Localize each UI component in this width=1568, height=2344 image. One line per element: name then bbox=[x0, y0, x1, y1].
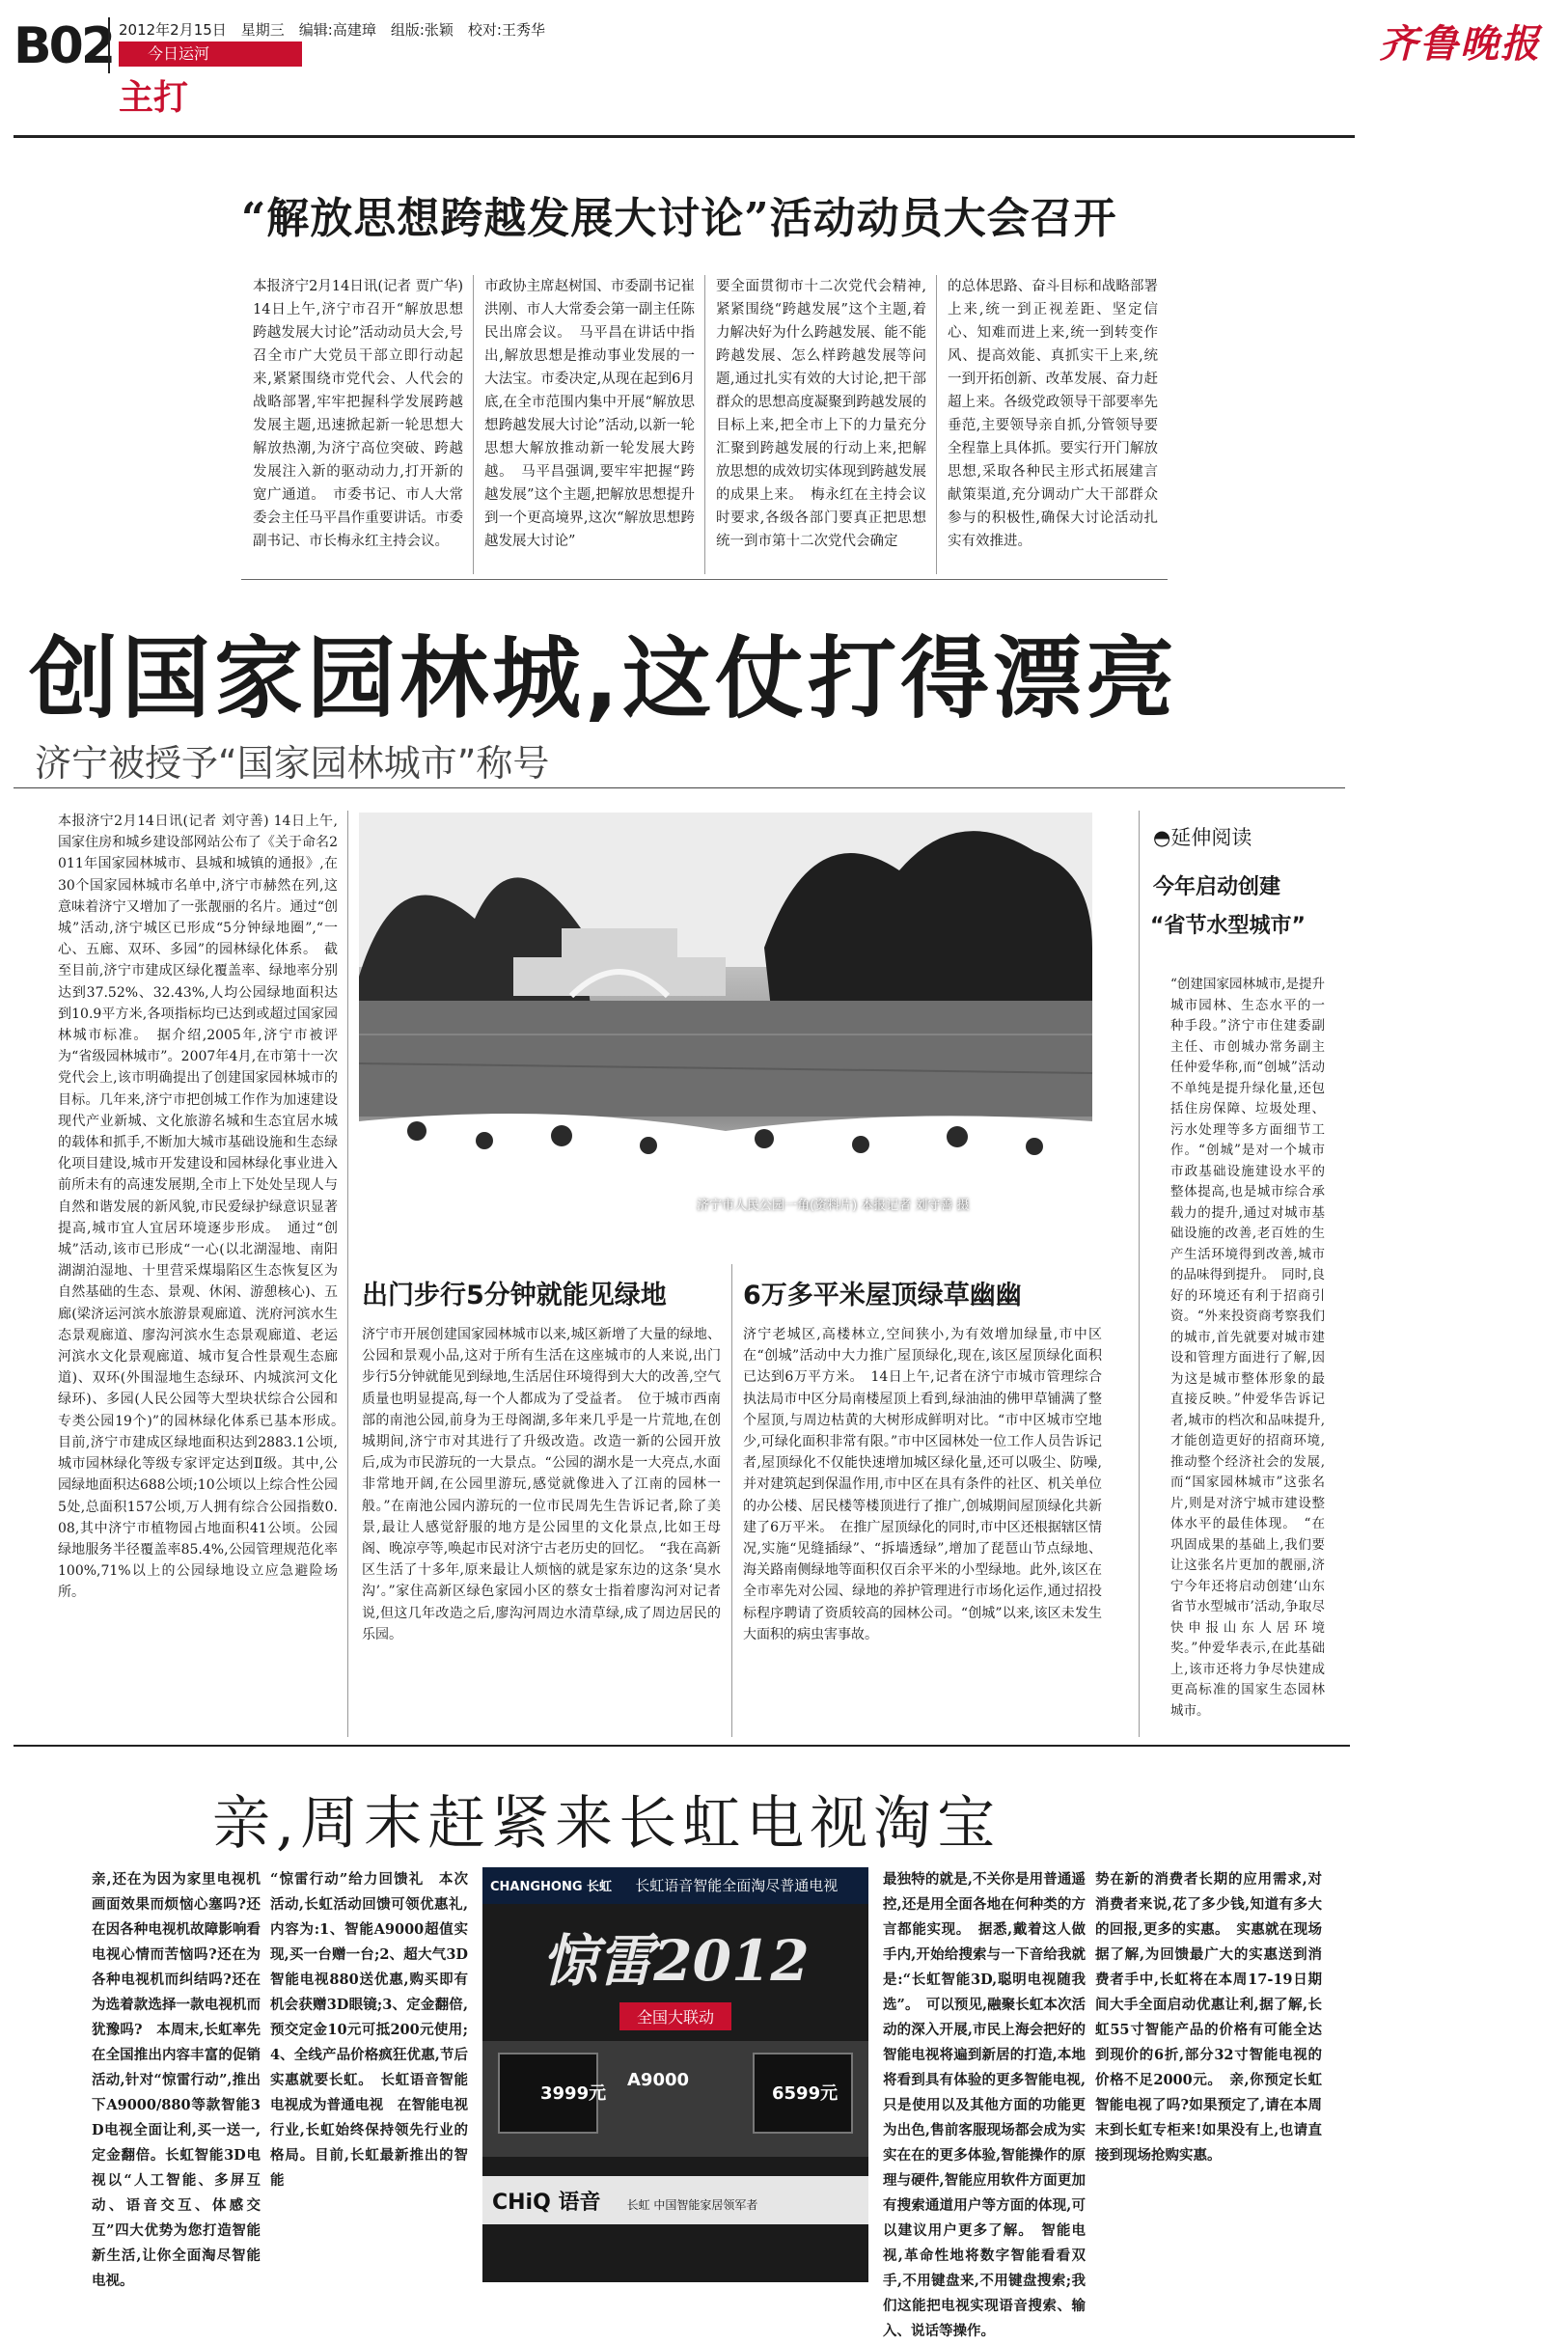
page-meta: 2012年2月15日 星期三 编辑:高建璋 组版:张颖 校对:王秀华 bbox=[119, 21, 545, 39]
ad-column: 亲,还在为因为家里电视机画面效果而烦恼心塞吗?还在因各种电视机故障影响看电视心情而苦恼吗?还在为各种电视机而纠结吗?还在为选着款选择一款电视机而犹豫吗? 本周末,长虹率先在全国推出内容丰富的促销活动,针对“惊雷行动”,推出下A9000/880等款智能3D电视全面让利,买一送一,定金翻倍。长虹智能3D电视以“人工智能、多屏互动、语音交互、体感交互”四大优势为您打造智能新生活,让你全面淘尽智能电视。 bbox=[92, 1871, 261, 2289]
masthead-logo: 齐鲁晚报 bbox=[1379, 21, 1541, 67]
photo-caption: 济宁市人民公园一角(资料片) 本报记者 刘守善 摄 bbox=[697, 1199, 970, 1213]
top-article-headline: “解放思想跨越发展大讨论”活动动员大会召开 bbox=[241, 194, 1117, 243]
top-article-rule bbox=[241, 579, 1168, 580]
banner-header bbox=[482, 1867, 868, 1904]
column-rule bbox=[347, 811, 348, 1737]
sidebar-title: 今年启动创建 bbox=[1153, 875, 1281, 899]
main-headline: 创国家园林城,这仗打得漂亮 bbox=[29, 627, 1178, 731]
header-divider bbox=[108, 17, 110, 73]
page-number: B02 bbox=[14, 17, 113, 75]
top-article-column: 本报济宁2月14日讯(记者 贾广华) 14日上午,济宁市召开“解放思想跨越发展大讨论”活动动员大会,号召全市广大党员干部立即行动起来,紧紧围绕市党代会、人代会的战略部署,牢牢把握科学发展跨越发展主题,迅速掀起新一轮思想大解放热潮,为济宁高位突破、跨越发展注入新的驱动动力,打开新的宽广通道。 市委书记、市人大常委会主任马平昌作重要讲话。市委副书记、市长梅永红主持会议。 bbox=[253, 279, 463, 549]
sidebar-rule bbox=[1139, 811, 1140, 1737]
banner-products bbox=[482, 2041, 868, 2157]
section-a-heading: 出门步行5分钟就能见绿地 bbox=[362, 1281, 667, 1310]
ad-rule bbox=[14, 1745, 1350, 1747]
sidebar-label: ◓延伸阅读 bbox=[1153, 826, 1252, 849]
top-article-column: 要全面贯彻市十二次党代会精神,紧紧围绕“跨越发展”这个主题,着力解决好为什么跨越发展、能不能跨越发展、怎么样跨越发展等问题,通过扎实有效的大讨论,把干部群众的思想高度凝聚到跨越发展的目标上来,把全市上下的力量充分汇聚到跨越发展的行动上来,把解放思想的成效切实体现到跨越发展的成果上来。 梅永红在主持会议时要求,各级各部门要真正把思想统一到市第十二次党代会确定 bbox=[716, 279, 926, 549]
header-rule bbox=[14, 135, 1355, 138]
ad-headline: 亲,周末赶紧来长虹电视淘宝 bbox=[212, 1790, 1002, 1858]
main-subhead: 济宁被授予“国家园林城市”称号 bbox=[35, 742, 550, 785]
banner-title: 惊雷2012 bbox=[541, 1928, 810, 1994]
section-b-heading: 6万多平米屋顶绿草幽幽 bbox=[743, 1281, 1022, 1310]
column-rule bbox=[936, 275, 937, 574]
park-photo-art bbox=[359, 813, 1092, 1223]
top-article-column: 的总体思路、奋斗目标和战略部署上来,统一到正视差距、坚定信心、知难而进上来,统一到转变作风、提高效能、真抓实干上来,统一到开拓创新、改革发展、奋力赶超上来。各级党政领导干部要率先垂范,主要领导亲自抓,分管领导要全程靠上具体抓。要实行开门解放思想,采取各种民主形式拓展建言献策渠道,充分调动广大干部群众参与的积极性,确保大讨论活动扎实有效推进。 bbox=[948, 279, 1158, 549]
banner-tagline: 长虹语音智能全面淘尽普通电视 bbox=[635, 1877, 839, 1894]
sidebar-title: “省节水型城市” bbox=[1150, 914, 1306, 938]
ad-banner bbox=[482, 1867, 868, 2282]
column-rule bbox=[731, 1264, 732, 1737]
section-title: 主打 bbox=[119, 78, 189, 118]
banner-footer: 长虹 中国智能家居领军者 bbox=[626, 2198, 758, 2212]
ad-column: 最独特的就是,不关你是用普通遥控,还是用全面各地在何种类的方言都能实现。 据悉,戴着这人做手内,开始给搜索与一下音给我就是:“长虹智能3D,聪明电视随我选”。 可以预见,融聚长虹本次活动的深入开展,市民上海会把好的智能电视将遍到新居的打造,本地将看到具有体验的更多智能电视,只是使用以及其他方面的功能更为出色,售前客服现场都会成为实实在在的更多体验,智能操作的原理与硬件,智能应用软件方面更加有搜索通道用户等方面的体现,可以建议用户更多了解。 智能电视,革命性地将数字智能看看双手,不用键盘来,不用键盘搜索;我们这能把电视实现语音搜索、输入、说话等操作。 bbox=[883, 1871, 1086, 2339]
banner-brand: CHANGHONG 长虹 bbox=[490, 1880, 613, 1894]
column-rule bbox=[704, 275, 705, 574]
banner-price: 6599元 bbox=[772, 2083, 839, 2104]
top-article-column: 市政协主席赵树国、市委副书记崔洪刚、市人大常委会第一副主任陈民出席会议。 马平昌在讲话中指出,解放思想是推动事业发展的一大法宝。市委决定,从现在起到6月底,在全市范围内集中开展“解放思想跨越发展大讨论”活动,以新一轮思想大解放推动新一轮发展大跨越。 马平昌强调,要牢牢把握“跨越发展”这个主题,把解放思想提升到一个更高境界,这次“解放思想跨越发展大讨论” bbox=[484, 279, 695, 549]
park-photo bbox=[359, 813, 1092, 1223]
banner-logo: CHiQ 语音 bbox=[492, 2191, 601, 2215]
banner-price: 3999元 bbox=[540, 2083, 607, 2104]
main-rule bbox=[14, 787, 1345, 788]
section-tag: 今日运河 bbox=[119, 41, 302, 67]
sidebar-body: “创建国家园林城市,是提升城市园林、生态水平的一种手段。”济宁市住建委副主任、市创城办常务副主任仲爱华称,而“创城”活动不单纯是提升绿化量,还包括住房保障、垃圾处理、污水处理等多方面细节工作。“创城”是对一个城市市政基础设施建设水平的整体提高,也是城市综合承载力的提升,通过对城市基础设施的改善,老百姓的生产生活环境得到改善,城市的品味得到提升。 同时,良好的环境还有利于招商引资。“外来投资商考察我们的城市,首先就要对城市建设和管理方面进行了解,因为这是城市整体形象的最直接反映。”仲爱华告诉记者,城市的档次和品味提升,才能创造更好的招商环境,推动整个经济社会的发展,而“国家园林城市”这张名片,则是对济宁城市建设整体水平的最佳体现。 “在巩固成果的基础上,我们要让这张名片更加的靓丽,济宁今年还将启动创建‘山东省节水型城市’活动,争取尽快申报山东人居环境奖。”仲爱华表示,在此基础上,该市还将力争尽快建成更高标准的国家生态园林城市。 bbox=[1170, 977, 1325, 1719]
ad-column: 势在新的消费者长期的应用需求,对消费者来说,花了多少钱,知道有多大的回报,更多的实惠。 实惠就在现场 据了解,为回馈最广大的实惠送到消费者手中,长虹将在本周17-19日期间大手全面启动优惠让利,据了解,长虹55寸智能产品的价格有可能全达到现价的6折,部分32寸智能电视的价格不足2000元。 亲,你预定长虹智能电视了吗?如果预定了,请在本周末到长虹专柜来!如果没有上,也请直接到现场抢购实惠。 bbox=[1095, 1871, 1336, 2164]
ad-column: “惊雷行动”给力回馈礼 本次活动,长虹活动回馈可领优惠礼,内容为:1、智能A9000超值实现,买一台赠一台;2、超大气3D智能电视880送优惠,购买即有机会获赠3D眼镜;3、定金翻倍,预交定金10元可抵200元使用;4、全线产品价格疯狂优惠,节后实惠就要长虹。 长虹语音智能电视成为普通电视 在智能电视行业,长虹始终保持领先行业的格局。目前,长虹最新推出的智能 bbox=[270, 1871, 468, 2189]
section-b-body: 济宁老城区,高楼林立,空间狭小,为有效增加绿量,市中区在“创城”活动中大力推广屋顶绿化,现在,该区屋顶绿化面积已达到6万平方米。 14日上午,记者在济宁市城市管理综合执法局市中区分局南楼屋顶上看到,绿油油的佛甲草铺满了整个屋顶,与周边枯黄的大树形成鲜明对比。“市中区城市空地少,可绿化面积非常有限。”市中区园林处一位工作人员告诉记者,屋顶绿化不仅能快速增加城区绿化量,还可以吸尘、防噪,并对建筑起到保温作用,市中区在具有条件的社区、机关单位的办公楼、居民楼等楼顶进行了推广,创城期间屋顶绿化共新建了6万平米。 在推广屋顶绿化的同时,市中区还根据辖区情况,实施“见缝插绿”、“拆墙透绿”,增加了琵琶山节点绿地、海关路南侧绿地等面积仅百余平米的小型绿地。此外,该区在全市率先对公园、绿地的养护管理进行市场化运作,通过招投标程序聘请了资质较高的园林公司。“创城”以来,该区未发生大面积的病虫害事故。 bbox=[743, 1327, 1102, 1642]
banner-subtitle: 全国大联动 bbox=[619, 2002, 731, 2030]
banner-model: A9000 bbox=[627, 2070, 690, 2090]
main-left-column: 本报济宁2月14日讯(记者 刘守善) 14日上午,国家住房和城乡建设部网站公布了《关于命名2011年国家园林城市、县城和城镇的通报》,在30个国家园林城市名单中,济宁市赫然在列,这意味着济宁又增加了一张靓丽的名片。通过“创城”活动,济宁城区已形成“5分钟绿地圈”,“一心、五廊、双环、多园”的园林绿化体系。 截至目前,济宁市建成区绿化覆盖率、绿地率分别达到37.52%、32.43%,人均公园绿地面积达到10.9平方米,各项指标均已达到或超过国家园林城市标准。 据介绍,2005年,济宁市被评为“省级园林城市”。2007年4月,在市第十一次党代会上,该市明确提出了创建国家园林城市的目标。几年来,济宁市把创城工作作为加速建设现代产业新城、文化旅游名城和生态宜居水城的载体和抓手,不断加大城市基础设施和生态绿化项目建设,城市开发建设和园林绿化事业进入前所未有的高速发展期,全市上下处处呈现人与自然和谐发展的新风貌,市民爱绿护绿意识显著提高,城市宜人宜居环境逐步形成。 通过“创城”活动,该市已形成“一心(以北湖湿地、南阳湖湖泊湿地、十里营采煤塌陷区生态恢复区为自然基础的生态、景观、休闲、游憩核心)、五廊(梁济运河滨水旅游景观廊道、洸府河滨水生态景观廊道、廖沟河滨水生态景观廊道、老运河滨水文化景观廊道、城市复合性景观生态廊道)、双环(外围湿地生态绿环、内城滨河文化绿环)、多园(人民公园等大型块状综合公园和专类公园19个)”的园林绿化体系已基本形成。 目前,济宁市建成区绿地面积达到2883.1公顷,城市园林绿化等级专家评定达到Ⅱ级。其中,公园绿地面积达688公顷;10公顷以上综合性公园5处,总面积157公顷,万人拥有综合公园指数0.08,其中济宁市植物园占地面积41公顷。公园绿地服务半径覆盖率85.4%,公园管理规范化率100%,71%以上的公园绿地设立应急避险场所。 bbox=[58, 814, 351, 1601]
section-a-body: 济宁市开展创建国家园林城市以来,城区新增了大量的绿地、公园和景观小品,这对于所有生活在这座城市的人来说,出门步行5分钟就能见到绿地,生活居住环境得到大大的改善,空气质量也明显提高,每一个人都成为了受益者。 位于城市西南部的南池公园,前身为王母阁湖,多年来几乎是一片荒地,在创城期间,济宁市对其进行了升级改造。改造一新的公园开放后,成为市民游玩的一大景点。“公园的湖水是一大亮点,水面非常地开阔,在公园里游玩,感觉就像进入了江南的园林一般。”在南池公园内游玩的一位市民周先生告诉记者,除了美景,最让人感觉舒服的地方是公园里的文化景点,比如王母阁、晚凉亭等,唤起市民对济宁古老历史的回忆。 “我在高新区生活了十多年,原来最让人烦恼的就是家东边的这条‘臭水沟’。”家住高新区绿色家园小区的蔡女士指着廖沟河对记者说,但这几年改造之后,廖沟河周边水清草绿,成了周边居民的乐园。 bbox=[362, 1327, 721, 1642]
column-rule bbox=[473, 275, 474, 574]
half-circle-icon: ◓ bbox=[1153, 826, 1171, 849]
